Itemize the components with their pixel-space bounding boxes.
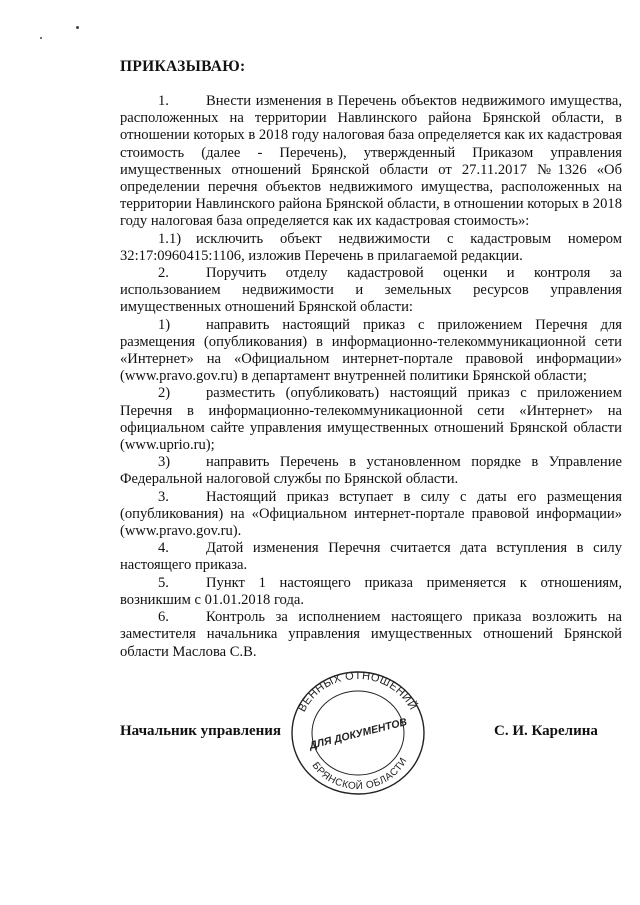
paragraph-4: 4. Датой изменения Перечня считается дата вступления в силу настоящего приказа. (120, 540, 622, 574)
paragraph-6: 6. Контроль за исполнением настоящего приказа возложить на заместителя начальника управления имущественных отношений Брянской области Маслова С.В. (120, 609, 622, 660)
signatory-name: С. И. Карелина (494, 723, 598, 739)
paragraph-1: 1. Внести изменения в Перечень объектов недвижимого имущества, расположенных на территории Навлинского района Брянской области, в отношении которых в 2018 году налоговая база определяется как их кадастровая стоимость (далее - Перечень), утвержденный Приказом управления имущественных отношений Брянской области от 27.11.2017 №1326 «Об определении перечня объектов недвижимого имущества, расположенных на территории Навлинского района Брянской области, в отношении которых в 2018 году налоговая база определяется как их кадастровая стоимость»: (120, 93, 622, 230)
paragraph-2-3: 3) направить Перечень в установленном порядке в Управление Федеральной налоговой службы по Брянской области. (120, 454, 622, 488)
order-heading: ПРИКАЗЫВАЮ: (120, 58, 246, 75)
order-body (120, 93, 622, 661)
paragraph-2-1: 1) направить настоящий приказ с приложением Перечня для размещения (опубликования) в информационно-телекоммуникационной сети «Интернет» на «Официальном интернет-портале правовой информации» (www.pravo.gov.ru) в департамент внутренней политики Брянской области; (120, 316, 622, 385)
paragraph-5: 5. Пункт 1 настоящего приказа применяется к отношениям, возникшим с 01.01.2018 года. (120, 574, 622, 608)
paragraph-2-2: 2) разместить (опубликовать) настоящий приказ с приложением Перечня в информационно-телекоммуникационной сети «Интернет» на официальном сайте управления имущественных отношений Брянской области (www.uprio.ru); (120, 385, 622, 454)
scan-speck (76, 26, 79, 29)
paragraph-3: 3. Настоящий приказ вступает в силу с даты его размещения (опубликования) на «Официальном интернет-портале правовой информации» (www.pravo.gov.ru). (120, 488, 622, 540)
stamp-center-text: ДЛЯ ДОКУМЕНТОВ (308, 716, 409, 752)
stamp-ring-bottom-text: БРЯНСКОЙ ОБЛАСТИ (309, 755, 410, 793)
signatory-position: Начальник управления (120, 723, 282, 739)
paragraph-1-1: 1.1) исключить объект недвижимости с кадастровым номером 32:17:0960415:1106, изложив Перечень в прилагаемой редакции. (120, 230, 622, 264)
official-stamp (283, 667, 433, 795)
paragraph-2: 2. Поручить отделу кадастровой оценки и контроля за использованием недвижимости и земельных ресурсов управления имущественных отношений Брянской области: (120, 265, 622, 316)
stamp-ring-top-text: ВЕННЫХ ОТНОШЕНИЙ (296, 669, 419, 714)
scan-speck (40, 37, 42, 39)
